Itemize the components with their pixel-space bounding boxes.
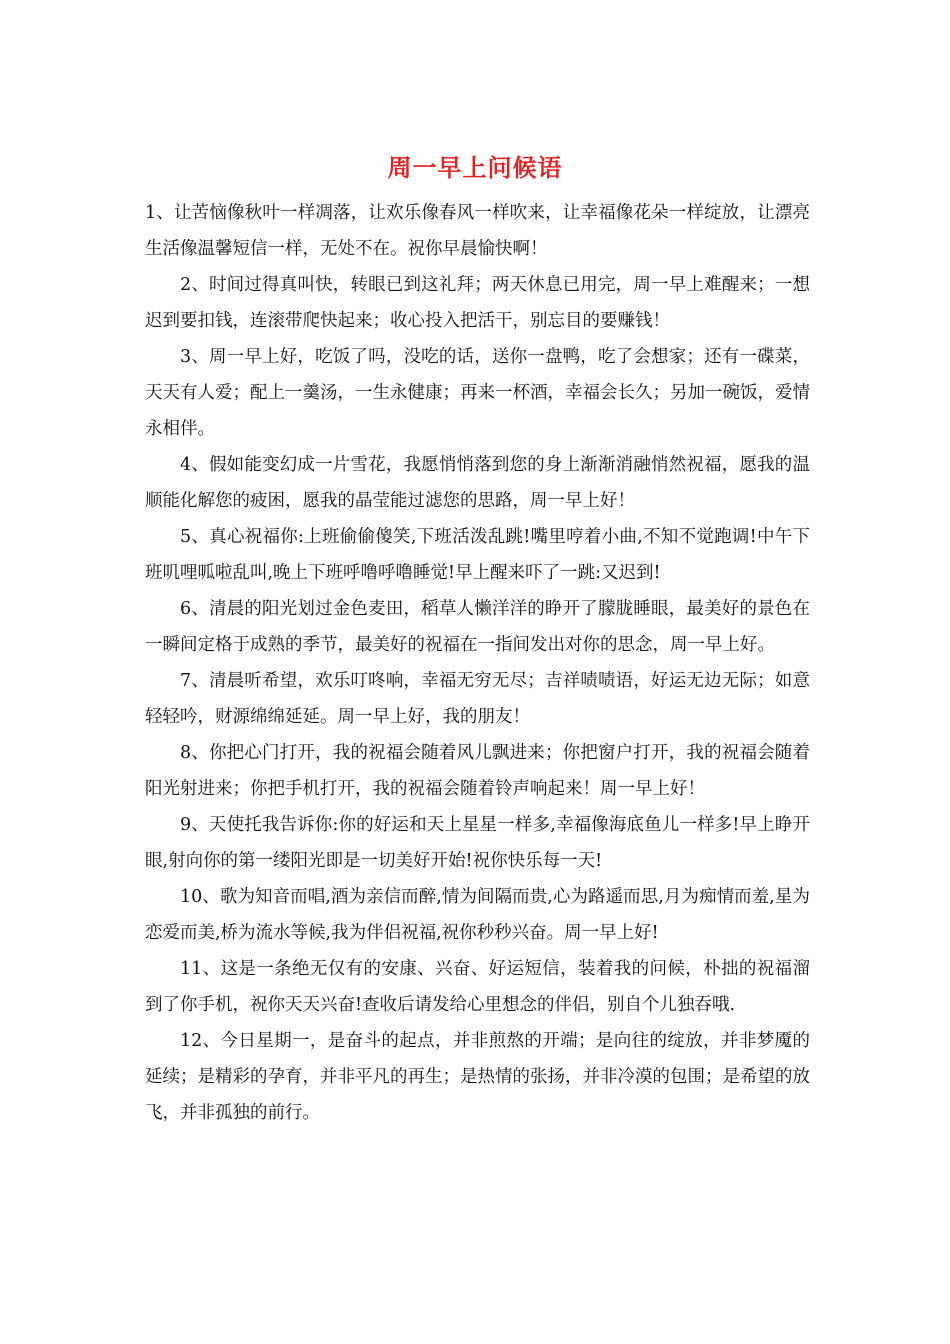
document-body [145, 195, 810, 1131]
paragraph-8: 8、你把心门打开，我的祝福会随着风儿飘进来；你把窗户打开，我的祝福会随着阳光射进来；你把手机打开，我的祝福会随着铃声响起来！周一早上好！ [145, 743, 810, 799]
paragraph-6: 6、清晨的阳光划过金色麦田，稻草人懒洋洋的睁开了朦胧睡眼，最美好的景色在一瞬间定格于成熟的季节，最美好的祝福在一指间发出对你的思念，周一早上好。 [145, 599, 810, 655]
paragraph-3: 3、周一早上好，吃饭了吗，没吃的话，送你一盘鸭，吃了会想家；还有一碟菜，天天有人爱；配上一羹汤，一生永健康；再来一杯酒，幸福会长久；另加一碗饭，爱情永相伴。 [145, 347, 810, 439]
paragraph-5: 5、真心祝福你:上班偷偷傻笑,下班活泼乱跳!嘴里哼着小曲,不知不觉跑调!中午下班叽哩呱啦乱叫,晚上下班呼噜呼噜睡觉!早上醒来吓了一跳:又迟到! [145, 527, 810, 583]
paragraph-2: 2、时间过得真叫快，转眼已到这礼拜；两天休息已用完，周一早上难醒来；一想迟到要扣钱，连滚带爬快起来；收心投入把活干，别忘目的要赚钱！ [145, 275, 810, 331]
paragraph-1: 1、让苦恼像秋叶一样凋落，让欢乐像春风一样吹来，让幸福像花朵一样绽放，让漂亮生活像温馨短信一样，无处不在。祝你早晨愉快啊！ [145, 203, 810, 259]
paragraph-11: 11、这是一条绝无仅有的安康、兴奋、好运短信，装着我的问候，朴拙的祝福溜到了你手机，祝你天天兴奋!查收后请发给心里想念的伴侣，别自个儿独吞哦. [145, 959, 810, 1015]
paragraph-9: 9、天使托我告诉你:你的好运和天上星星一样多,幸福像海底鱼儿一样多!早上睁开眼,射向你的第一缕阳光即是一切美好开始!祝你快乐每一天! [145, 815, 810, 871]
paragraph-7: 7、清晨听希望，欢乐叮咚响，幸福无穷无尽；吉祥啧啧语，好运无边无际；如意轻轻吟，财源绵绵延延。周一早上好，我的朋友！ [145, 671, 810, 727]
document-title: 周一早上问候语 [387, 153, 563, 182]
paragraph-12: 12、今日星期一，是奋斗的起点，并非煎熬的开端；是向往的绽放，并非梦魇的延续；是精彩的孕育，并非平凡的再生；是热情的张扬，并非冷漠的包围；是希望的放飞，并非孤独的前行。 [145, 1031, 810, 1123]
paragraph-10: 10、歌为知音而唱,酒为亲信而醉,情为间隔而贵,心为路遥而思,月为痴情而羞,星为恋爱而美,桥为流水等候,我为伴侣祝福,祝你秒秒兴奋。周一早上好! [145, 887, 810, 943]
paragraph-4: 4、假如能变幻成一片雪花，我愿悄悄落到您的身上渐渐消融悄然祝福，愿我的温顺能化解您的疲困，愿我的晶莹能过滤您的思路，周一早上好！ [145, 455, 810, 511]
